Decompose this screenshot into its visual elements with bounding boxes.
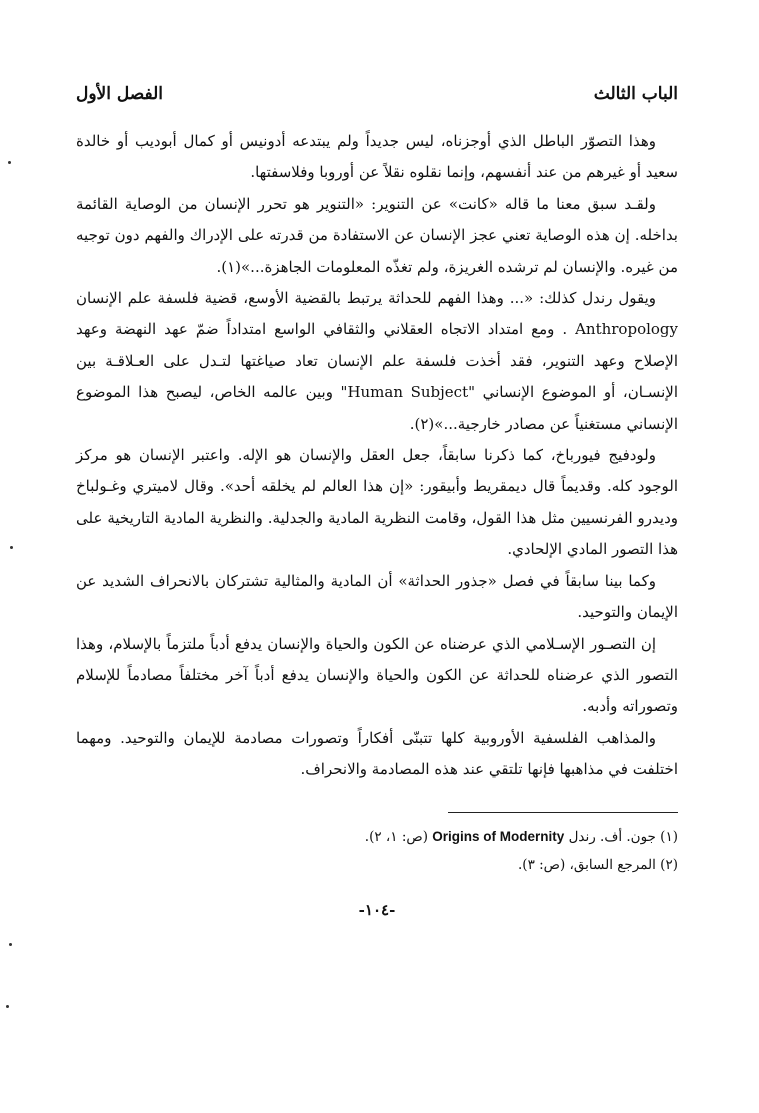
footnote-1-text: (١) جون. أف. رندل: [568, 828, 678, 845]
scan-speck: [8, 161, 11, 164]
paragraph: وكما بينا سابقاً في فصل «جذور الحداثة» أن المادية والمثالية تشتركان بالانحراف الشديد عن الإيمان والتوحيد.: [76, 571, 678, 622]
paragraph: إن التصـور الإسـلامي الذي عرضناه عن الكون والحياة والإنسان يدفع أدباً ملتزماً بالإسلام، وهذا التصور الذي عرضناه للحداثة عن الكون والحياة والإنسان يدفع أدباً آخر مختلفاً مصادماً للإسلام وتصوراته وأدبه.: [76, 634, 678, 716]
footnotes: [76, 823, 678, 879]
body-text: [76, 126, 678, 786]
footnote-2: [76, 851, 678, 879]
footnote-1-pages: (ص: ١، ٢).: [364, 828, 428, 845]
paragraph: ولقـد سبق معنا ما قاله «كانت» عن التنوير: «التنوير هو تحرر الإنسان من الوصاية القائمة بداخله. إن هذه الوصاية تعني عجز الإنسان عن الاستفادة من قدرته على الإدراك والفهم دون توجيه من غيره. والإنسان لم ترشده الغريزة، ولم تغذّه المعلومات الجاهزة...»(١).: [76, 194, 678, 276]
paragraph: ولودفيج فيورباخ، كما ذكرنا سابقاً، جعل العقل والإنسان هو الإله. واعتبر الإنسان هو مركز الوجود كله. وقديماً قال ديمقريط وأبيقور: «إن هذا العالم لم يخلقه أحد». وقال لاميتري وغـولباخ وديدرو الفرنسيين مثل هذا القول، وقامت النظرية المادية والجدلية. والنظرية المادية التاريخية على هذا التصور المادي الإلحادي.: [76, 446, 678, 559]
paragraph: والمذاهب الفلسفية الأوروبية كلها تتبنّى أفكاراً وتصورات مصادمة للإيمان والتوحيد. ومهما اختلفت في مذاهبها فإنها تلتقي عند هذه المصادمة والانحراف.: [76, 728, 678, 779]
paragraph: ويقول رندل كذلك: «... وهذا الفهم للحداثة يرتبط بالقضية الأوسع، قضية فلسفة علم الإنسان Anthropology . ومع امتداد الاتجاه العقلاني والثقافي الواسع امتداداً ضمّ عهد النهضة وعهد الإصلاح وعهد التنوير، فقد أخذت فلسفة علم الإنسان تعاد صياغتها لتـدل على العـلاقـة بين الإنسـان، أو الموضوع الإنساني "Human Subject" وبين عالمه الخاص، ليصبح هذا الموضوع الإنساني مستغنياً عن مصادر خارجية...»(٢).: [76, 289, 678, 433]
footnote-divider: [448, 812, 678, 813]
scan-speck: [6, 1005, 9, 1008]
scan-speck: [9, 943, 12, 946]
paragraph: وهذا التصوّر الباطل الذي أوجزناه، ليس جديداً ولم يبتدعه أدونيس أو كمال أبوديب أو خالدة سعيد أو غيرهم من عند أنفسهم، وإنما نقلوه نقلاً عن أوروبا وفلاسفتها.: [76, 132, 678, 182]
part-title: الباب الثالث: [593, 84, 678, 104]
page-number: -١٠٤-: [358, 900, 396, 919]
footnote-1-source-title: Origins of Modernity: [432, 828, 565, 844]
footnote-1: [76, 823, 678, 851]
running-head: [76, 84, 678, 104]
book-page: [76, 84, 678, 919]
scan-speck: [10, 546, 13, 549]
chapter-title: الفصل الأول: [76, 84, 164, 104]
footnote-2-text: (٢) المرجع السابق، (ص: ٣).: [518, 856, 678, 873]
